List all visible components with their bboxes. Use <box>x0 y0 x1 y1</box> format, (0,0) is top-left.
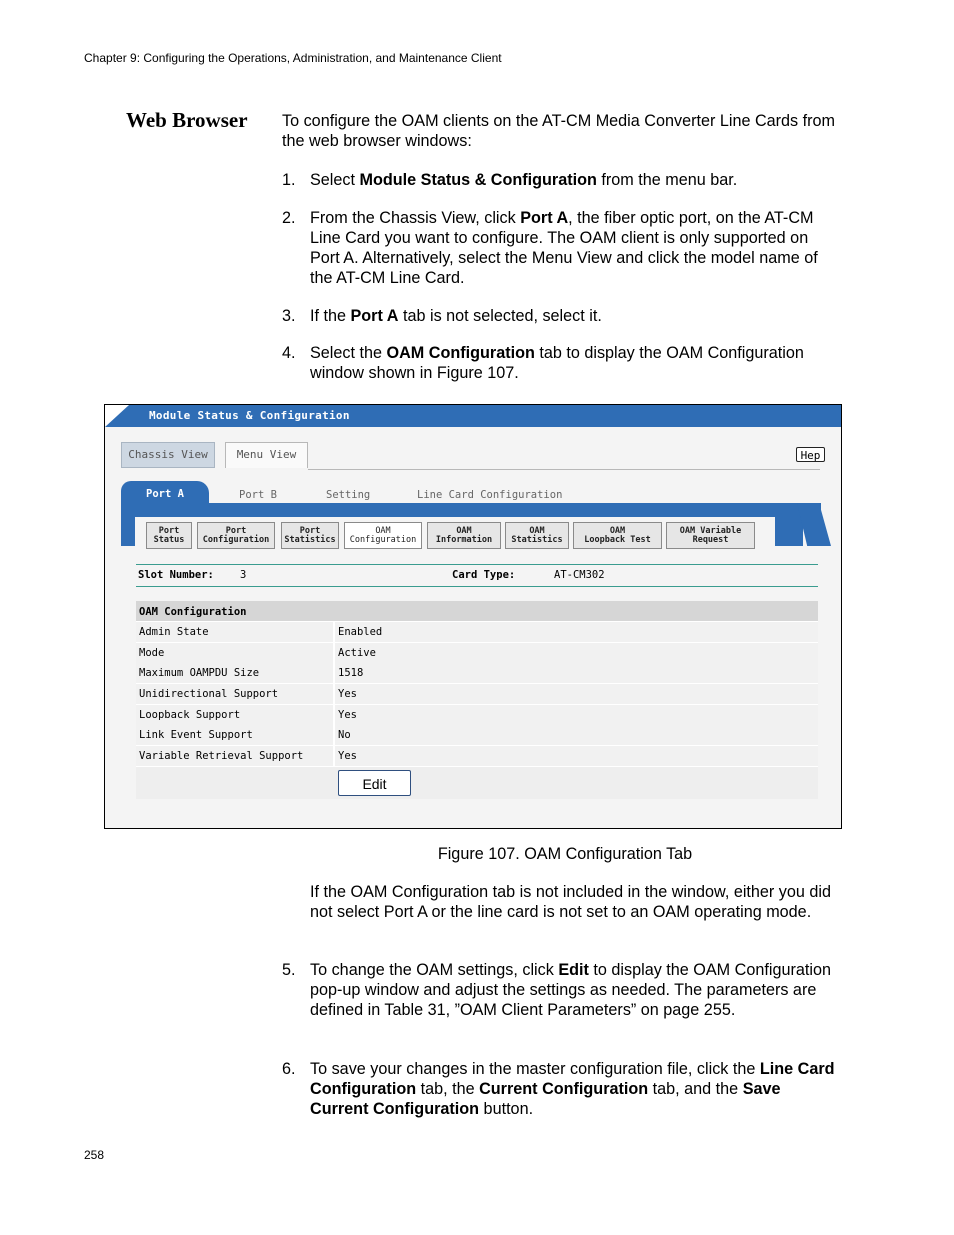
step-number: 3. <box>282 307 296 325</box>
info-divider-bottom <box>136 586 818 587</box>
table-row: Admin State Enabled <box>136 622 818 642</box>
table-row: Variable Retrieval Support Yes <box>136 746 818 766</box>
module-header-title: Module Status & Configuration <box>149 409 350 422</box>
figure-caption: Figure 107. OAM Configuration Tab <box>437 845 693 863</box>
tab-port-a[interactable]: Port A <box>121 481 209 505</box>
table-row: Maximum OAMPDU Size 1518 <box>136 663 818 683</box>
card-type-label: Card Type: <box>452 569 516 581</box>
slot-number-value: 3 <box>240 569 247 581</box>
step-number: 5. <box>282 961 296 979</box>
subtab-oam-information[interactable]: OAM Information <box>427 522 501 549</box>
step-text: To save your changes in the master configuration file, click the Line Card Configuration tab, the Current Configuration tab, and the Save Current Configuration button. <box>310 1060 835 1118</box>
chassis-view-tab[interactable]: Chassis View <box>121 442 215 468</box>
view-tabs-divider <box>308 469 820 470</box>
step-text: From the Chassis View, click Port A, the fiber optic port, on the AT-CM Line Card you want to configure. The OAM client is only supported on Port A. Alternatively, select the Menu View and click the model name of the AT-CM Line Card. <box>310 209 818 287</box>
table-row: Unidirectional Support Yes <box>136 684 818 704</box>
tab-port-b[interactable]: Port B <box>239 489 277 501</box>
oam-configuration-screenshot <box>104 404 842 829</box>
step-text: Select the OAM Configuration tab to display the OAM Configuration window shown in Figure 107. <box>310 344 804 382</box>
info-divider-top <box>136 564 818 565</box>
step-number: 2. <box>282 209 296 227</box>
step-number: 4. <box>282 344 296 362</box>
step-text: To change the OAM settings, click Edit to display the OAM Configuration pop-up window and adjust the settings as needed. The parameters are defined in Table 31, ”OAM Client Parameters” on page 255. <box>310 961 831 1019</box>
card-type-value: AT-CM302 <box>554 569 605 581</box>
section-title: Web Browser <box>126 108 248 132</box>
table-row: Loopback Support Yes <box>136 705 818 725</box>
tab-setting[interactable]: Setting <box>326 489 371 501</box>
tab-line-card-configuration[interactable]: Line Card Configuration <box>417 489 563 501</box>
subtab-oam-variable-request[interactable]: OAM Variable Request <box>666 522 755 549</box>
panel-title: OAM Configuration <box>136 601 818 621</box>
page-number: 258 <box>84 1148 105 1162</box>
menu-view-tab[interactable]: Menu View <box>225 442 308 468</box>
table-row: Link Event Support No <box>136 725 818 745</box>
table-row: Mode Active <box>136 643 818 663</box>
subtab-oam-loopback-test[interactable]: OAM Loopback Test <box>573 522 662 549</box>
edit-button[interactable]: Edit <box>338 770 411 796</box>
slot-number-label: Slot Number: <box>138 569 214 581</box>
intro-paragraph: To configure the OAM clients on the AT-CM Media Converter Line Cards from the web browser windows: <box>282 112 836 150</box>
subtab-port-status[interactable]: Port Status <box>146 522 192 549</box>
module-header-bar <box>105 405 841 427</box>
step-number: 6. <box>282 1060 296 1078</box>
help-button[interactable]: Hep <box>796 447 825 462</box>
note-paragraph: If the OAM Configuration tab is not included in the window, either you did not select Port A or the line card is not set to an OAM operating mode. <box>310 883 832 921</box>
chapter-header: Chapter 9: Configuring the Operations, Administration, and Maintenance Client <box>84 51 502 65</box>
oam-configuration-panel <box>136 601 818 799</box>
step-number: 1. <box>282 171 296 189</box>
step-text: If the Port A tab is not selected, select it. <box>310 307 602 325</box>
step-text: Select Module Status & Configuration from the menu bar. <box>310 171 738 189</box>
subtab-oam-statistics[interactable]: OAM Statistics <box>505 522 569 549</box>
table-row <box>136 767 818 799</box>
subtab-port-configuration[interactable]: Port Configuration <box>197 522 275 549</box>
subtab-oam-configuration[interactable]: OAM Configuration <box>344 522 422 549</box>
subtab-port-statistics[interactable]: Port Statistics <box>281 522 339 549</box>
